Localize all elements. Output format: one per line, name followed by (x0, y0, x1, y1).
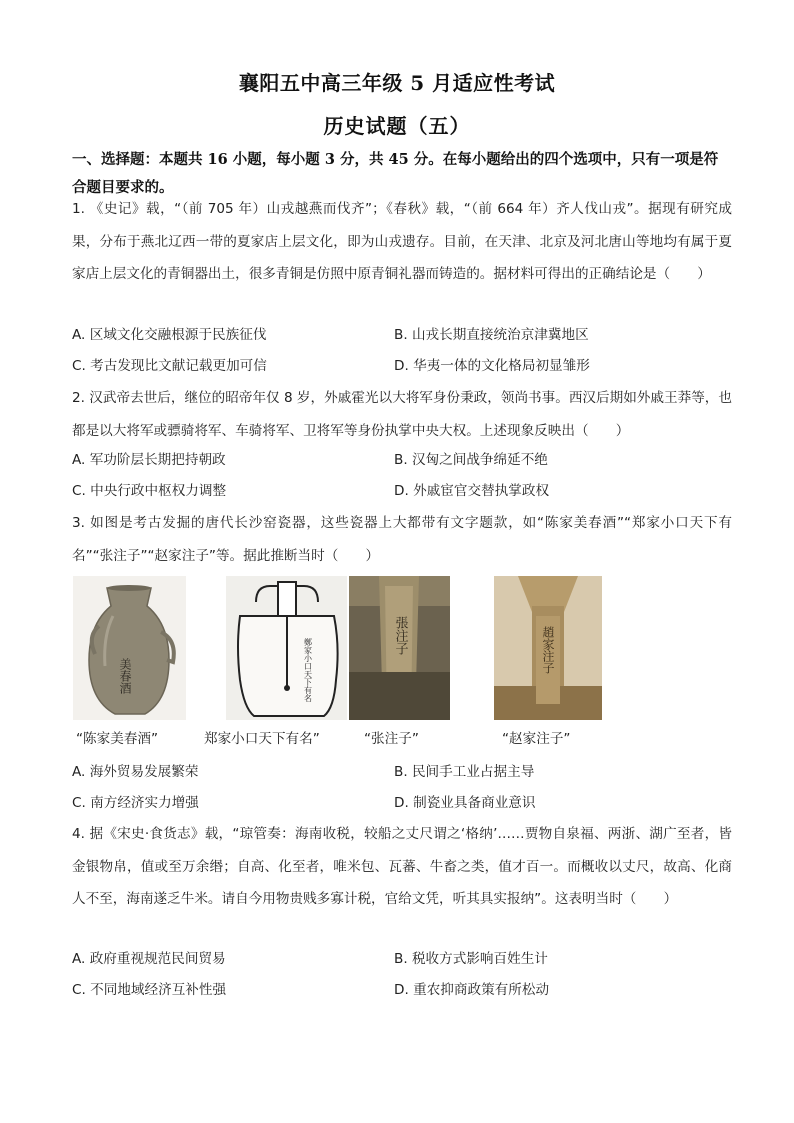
spout-inscription: 趙家注子 (541, 626, 555, 674)
question-2-option-a[interactable]: A. 军功阶层长期把持朝政 (72, 452, 226, 468)
section-heading: 一、选择题：本题共 16 小题，每小题 3 分，共 45 分。在每小题给出的四个选项中，只有一项是符合题目要求的。 (72, 151, 719, 196)
question-2-option-c[interactable]: C. 中央行政中枢权力调整 (72, 483, 227, 499)
question-4-option-c[interactable]: C. 不同地域经济互补性强 (72, 982, 227, 998)
caption-zhao-family-ewer: “赵家注子” (502, 731, 571, 747)
question-4-option-a[interactable]: A. 政府重视规范民间贸易 (72, 951, 226, 967)
question-2-stem: 2. 汉武帝去世后，继位的昭帝年仅 8 岁，外戚霍光以大将军身份秉政，领尚书事。西汉后期如外戚王莽等，也都是以大将军或骠骑将军、车骑将军、卫将军等身份执掌中央大权。上述现象反映出（ ） (72, 390, 732, 439)
question-3-option-c[interactable]: C. 南方经济实力增强 (72, 795, 199, 811)
question-4-option-d[interactable]: D. 重农抑商政策有所松动 (394, 982, 550, 998)
question-1-option-a[interactable]: A. 区域文化交融根源于民族征伐 (72, 327, 267, 343)
question-1-option-d[interactable]: D. 华夷一体的文化格局初显雏形 (394, 358, 590, 374)
caption-zhang-ewer: “张注子” (364, 731, 419, 747)
ceramic-spout-image (494, 576, 602, 720)
question-2-option-b[interactable]: B. 汉匈之间战争绵延不绝 (394, 452, 548, 468)
question-3-option-d[interactable]: D. 制瓷业具备商业意识 (394, 795, 536, 811)
ceramic-flask-picture (226, 576, 347, 720)
question-1-option-c[interactable]: C. 考古发现比文献记载更加可信 (72, 358, 267, 374)
ceramic-jar-picture (73, 576, 186, 720)
question-2-option-d[interactable]: D. 外戚宦官交替执掌政权 (394, 483, 550, 499)
exam-subtitle: 历史试题（五） (323, 114, 471, 138)
flask-inscription: 鄭家小口天下有名 (303, 638, 313, 702)
question-1-option-b[interactable]: B. 山戎长期直接统治京津冀地区 (394, 327, 589, 343)
question-1-stem: 1. 《史记》载，“（前 705 年）山戎越燕而伐齐”；《春秋》载，“（前 664 年）齐人伐山戎”。据现有研究成果，分布于燕北辽西一带的夏家店上层文化，即为山戎遗存。目前，在天津、北京及河北唐山等地均有属于夏家店上层文化的青铜器出土，很多青铜是仿照中原青铜礼器而铸造的。据材料可得出的正确结论是（ ） (72, 201, 732, 282)
exam-title: 襄阳五中高三年级 5 月适应性考试 (238, 71, 556, 95)
ceramic-handle-picture (349, 576, 450, 720)
jar-inscription: 美春酒 (118, 658, 132, 694)
question-4-option-b[interactable]: B. 税收方式影响百姓生计 (394, 951, 548, 967)
ceramic-spout-picture (494, 576, 602, 720)
ceramic-jar-image (73, 576, 186, 720)
ceramic-flask-drawing (226, 576, 347, 720)
question-3-option-b[interactable]: B. 民间手工业占据主导 (394, 764, 535, 780)
handle-inscription: 張注子 (392, 616, 408, 655)
question-3-option-a[interactable]: A. 海外贸易发展繁荣 (72, 764, 199, 780)
caption-zheng-family-spout: 郑家小口天下有名” (204, 731, 320, 747)
caption-chen-family-wine: “陈家美春酒” (76, 731, 159, 747)
question-3-stem: 3. 如图是考古发掘的唐代长沙窑瓷器，这些瓷器上大都带有文字题款，如“陈家美春酒”“郑家小口天下有名”“张注子”“赵家注子”等。据此推断当时（ ） (72, 515, 732, 564)
ceramic-handle-image (349, 576, 450, 720)
question-4-stem: 4. 据《宋史·食货志》载，“琼管奏：海南收税，较船之丈尺谓之‘格纳’……贾物自泉福、两浙、湖广至者，皆金银物帛，值或至万余缗；自高、化至者，唯米包、瓦蕃、牛畜之类，值才百一。而概收以丈尺，故高、化商人不至，海南遂乏牛米。请自今用物贵贱多寡计税，官给文凭，听其具实报纳”。这表明当时（ ） (72, 826, 732, 907)
